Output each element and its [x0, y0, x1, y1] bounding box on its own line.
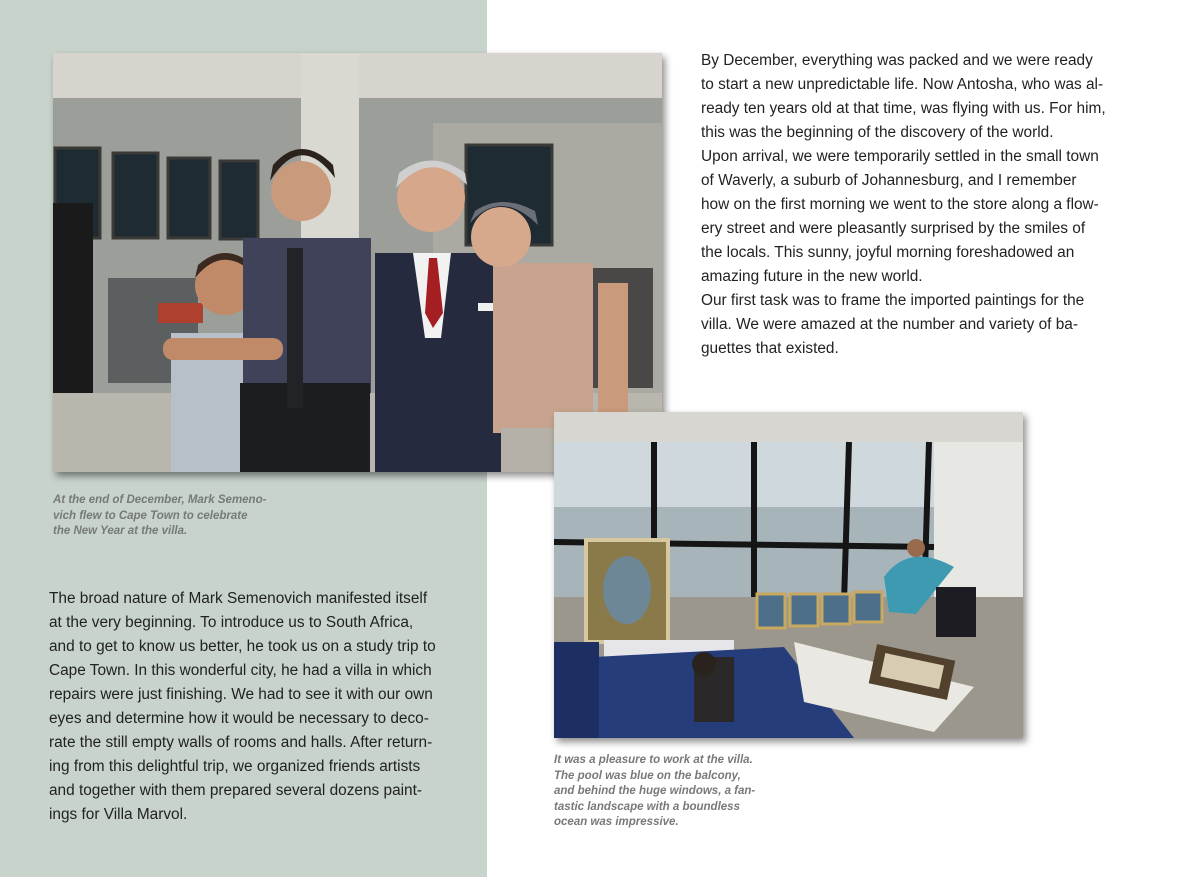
- caption-line: At the end of December, Mark Semeno-: [53, 494, 267, 506]
- group-photo-image: [53, 53, 662, 472]
- text-line: and together with them prepared several dozens paint-: [49, 782, 423, 799]
- text-line: By December, everything was packed and we were ready: [701, 52, 1093, 69]
- text-line: ing from this delightful trip, we organized friends artists: [49, 758, 421, 775]
- left-column-text: [49, 587, 436, 827]
- villa-interior-caption: [554, 753, 755, 831]
- text-line: how on the first morning we went to the store along a flow-: [701, 196, 1099, 213]
- text-line: at the very beginning. To introduce us to South Africa,: [49, 614, 414, 631]
- text-line: Upon arrival, we were temporarily settled in the small town: [701, 148, 1099, 165]
- group-photo-caption: [53, 493, 266, 540]
- villa-interior-photo: [554, 412, 1023, 738]
- villa-interior-photo-image: [554, 412, 1023, 738]
- text-line: ings for Villa Marvol.: [49, 806, 188, 823]
- text-line: Cape Town. In this wonderful city, he had a villa in which: [49, 662, 432, 679]
- caption-line: and behind the huge windows, a fan-: [554, 785, 756, 798]
- text-line: this was the beginning of the discovery of the world.: [701, 124, 1054, 141]
- text-line: ery street and were pleasantly surprised by the smiles of: [701, 220, 1086, 237]
- text-line: guettes that existed.: [701, 340, 839, 357]
- caption-line: vich flew to Cape Town to celebrate: [53, 509, 248, 522]
- caption-line: The pool was blue on the balcony,: [554, 769, 741, 782]
- group-photo: [53, 53, 662, 472]
- text-line: Our first task was to frame the imported paintings for the: [701, 292, 1085, 309]
- text-line: The broad nature of Mark Semenovich manifested itself: [49, 590, 428, 607]
- text-line: ready ten years old at that time, was flying with us. For him,: [701, 100, 1106, 117]
- caption-line: It was a pleasure to work at the villa.: [554, 754, 753, 766]
- text-line: villa. We were amazed at the number and variety of ba-: [701, 316, 1078, 333]
- text-line: of Waverly, a suburb of Johannesburg, and I remember: [701, 172, 1077, 189]
- caption-line: the New Year at the villa.: [53, 525, 188, 538]
- text-line: rate the still empty walls of rooms and halls. After return-: [49, 734, 433, 751]
- caption-line: tastic landscape with a boundless: [554, 800, 740, 813]
- text-line: amazing future in the new world.: [701, 268, 923, 285]
- caption-line: ocean was impressive.: [554, 816, 679, 829]
- right-column-text: [701, 49, 1106, 361]
- text-line: the locals. This sunny, joyful morning foreshadowed an: [701, 244, 1075, 261]
- text-line: and to get to know us better, he took us on a study trip to: [49, 638, 436, 655]
- text-line: to start a new unpredictable life. Now Antosha, who was al-: [701, 76, 1104, 93]
- text-line: eyes and determine how it would be necessary to deco-: [49, 710, 429, 727]
- text-line: repairs were just finishing. We had to see it with our own: [49, 686, 433, 703]
